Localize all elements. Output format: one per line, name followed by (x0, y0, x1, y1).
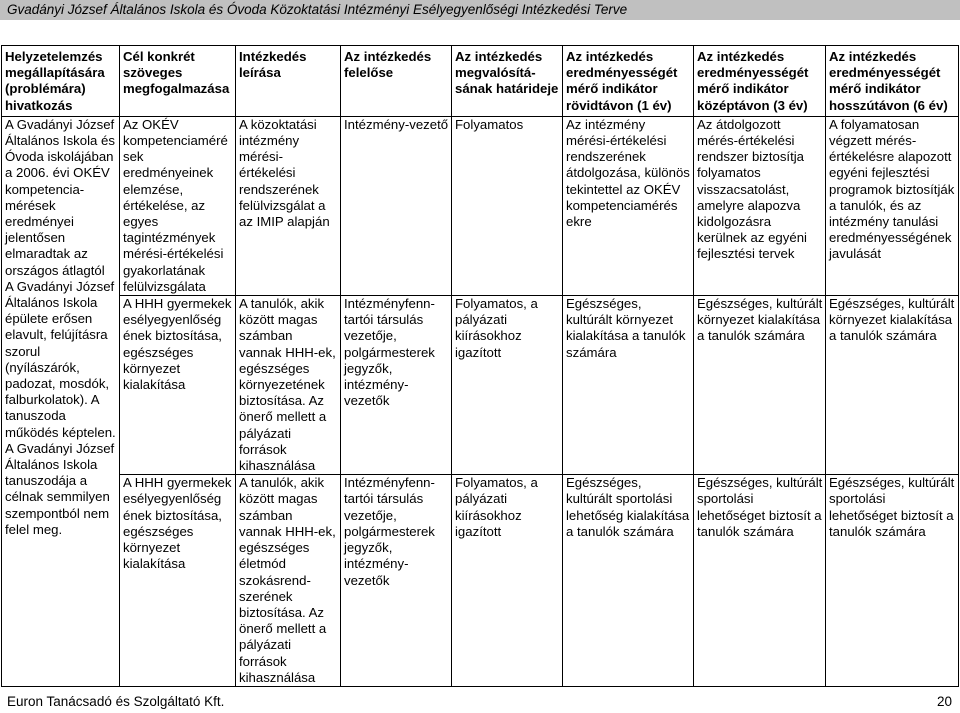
page-number: 20 (936, 694, 952, 709)
deadline-cell: Folyamatos, a pályázati kiírásokhoz igazított (452, 296, 563, 475)
responsible-cell: Intézményfenn-tartói társulás vezetője, polgármesterek jegyzők, intézmény-vezetők (341, 475, 452, 687)
mid-term-indicator-cell: Egészséges, kultúrált sportolási lehetőséget biztosít a tanulók számára (694, 475, 826, 687)
mid-term-indicator-cell: Az átdolgozott mérés-értékelési rendszer biztosítja folyamatos visszacsatolást, amelyre alapozva kidolgozásra kerülnek az egyéni fejlesztési tervek (694, 116, 826, 295)
goal-cell: Az OKÉV kompetenciamérések eredményeinek elemzése, értékelése, az egyes tagintézmények mérési-értékelési gyakorlatának felülvizsgálata (120, 116, 236, 295)
column-header: Helyzetelemzés megállapítására (problémára) hivatkozás (2, 46, 120, 117)
table-header-row (2, 46, 959, 117)
long-term-indicator-cell: A folyamatosan végzett mérés-értékelésre alapozott egyéni fejlesztési programok biztosítják a tanulók, és az intézmény tanulási eredményességének javulását (826, 116, 959, 295)
column-header: Cél konkrét szöveges megfogalmazása (120, 46, 236, 117)
mid-term-indicator-cell: Egészséges, kultúrált környezet kialakítása a tanulók számára (694, 296, 826, 475)
column-header: Az intézkedés eredményességét mérő indikátor rövidtávon (1 év) (563, 46, 694, 117)
short-term-indicator-cell: Egészséges, kultúrált sportolási lehetőség kialakítása a tanulók számára (563, 475, 694, 687)
footer-company: Euron Tanácsadó és Szolgáltató Kft. (7, 694, 225, 709)
deadline-cell: Folyamatos (452, 116, 563, 295)
header-title: Gvadányi József Általános Iskola és Óvoda Közoktatási Intézményi Esélyegyenlőségi Intézkedési Terve (7, 2, 628, 17)
column-header: Intézkedés leírása (236, 46, 341, 117)
column-header: Az intézkedés megvalósítá-sának határideje (452, 46, 563, 117)
page-header (0, 0, 960, 20)
situation-reference-cell (2, 116, 120, 686)
situation-text: A Gvadányi József Általános Iskola épülete erősen elavult, felújításra szorul (nyílászárók, padozat, mosdók, falburkolatok). A tanuszoda működés képtelen. (5, 278, 116, 440)
situation-text: A Gvadányi József Általános Iskola és Óvoda iskolájában a 2006. évi OKÉV kompetencia-mérések eredményei jelentősen elmaradtak az országos átlagtól (5, 116, 115, 278)
long-term-indicator-cell: Egészséges, kultúrált sportolási lehetőséget biztosít a tanulók számára (826, 475, 959, 687)
goal-cell: A HHH gyermekek esélyegyenlőség ének biztosítása, egészséges környezet kialakítása (120, 475, 236, 687)
action-cell: A közoktatási intézmény mérési-értékelési rendszerének felülvizsgálat a az IMIP alapján (236, 116, 341, 295)
column-header: Az intézkedés felelőse (341, 46, 452, 117)
goal-cell: A HHH gyermekek esélyegyenlőség ének biztosítása, egészséges környezet kialakítása (120, 296, 236, 475)
short-term-indicator-cell: Az intézmény mérési-értékelési rendszerének átdolgozása, különös tekintettel az OKÉV kompetenciamérés ekre (563, 116, 694, 295)
action-cell: A tanulók, akik között magas számban vannak HHH-ek, egészséges életmód szokásrend-szerének biztosítása. Az önerő mellett a pályázati források kihasználása (236, 475, 341, 687)
responsible-cell: Intézmény-vezető (341, 116, 452, 295)
table-row (2, 296, 959, 475)
table-row (2, 116, 959, 295)
deadline-cell: Folyamatos, a pályázati kiírásokhoz igazított (452, 475, 563, 687)
short-term-indicator-cell: Egészséges, kultúrált környezet kialakítása a tanulók számára (563, 296, 694, 475)
table-row (2, 475, 959, 687)
column-header: Az intézkedés eredményességét mérő indikátor hosszútávon (6 év) (826, 46, 959, 117)
responsible-cell: Intézményfenn-tartói társulás vezetője, polgármesterek jegyzők, intézmény-vezetők (341, 296, 452, 475)
column-header: Az intézkedés eredményességét mérő indikátor középtávon (3 év) (694, 46, 826, 117)
action-cell: A tanulók, akik között magas számban vannak HHH-ek, egészséges környezetének biztosítása. Az önerő mellett a pályázati források kihasználása (236, 296, 341, 475)
action-plan-table (1, 45, 959, 687)
situation-text: A Gvadányi József Általános Iskola tanuszodája a célnak semmilyen szempontból nem felel meg. (5, 440, 115, 537)
long-term-indicator-cell: Egészséges, kultúrált környezet kialakítása a tanulók számára (826, 296, 959, 475)
